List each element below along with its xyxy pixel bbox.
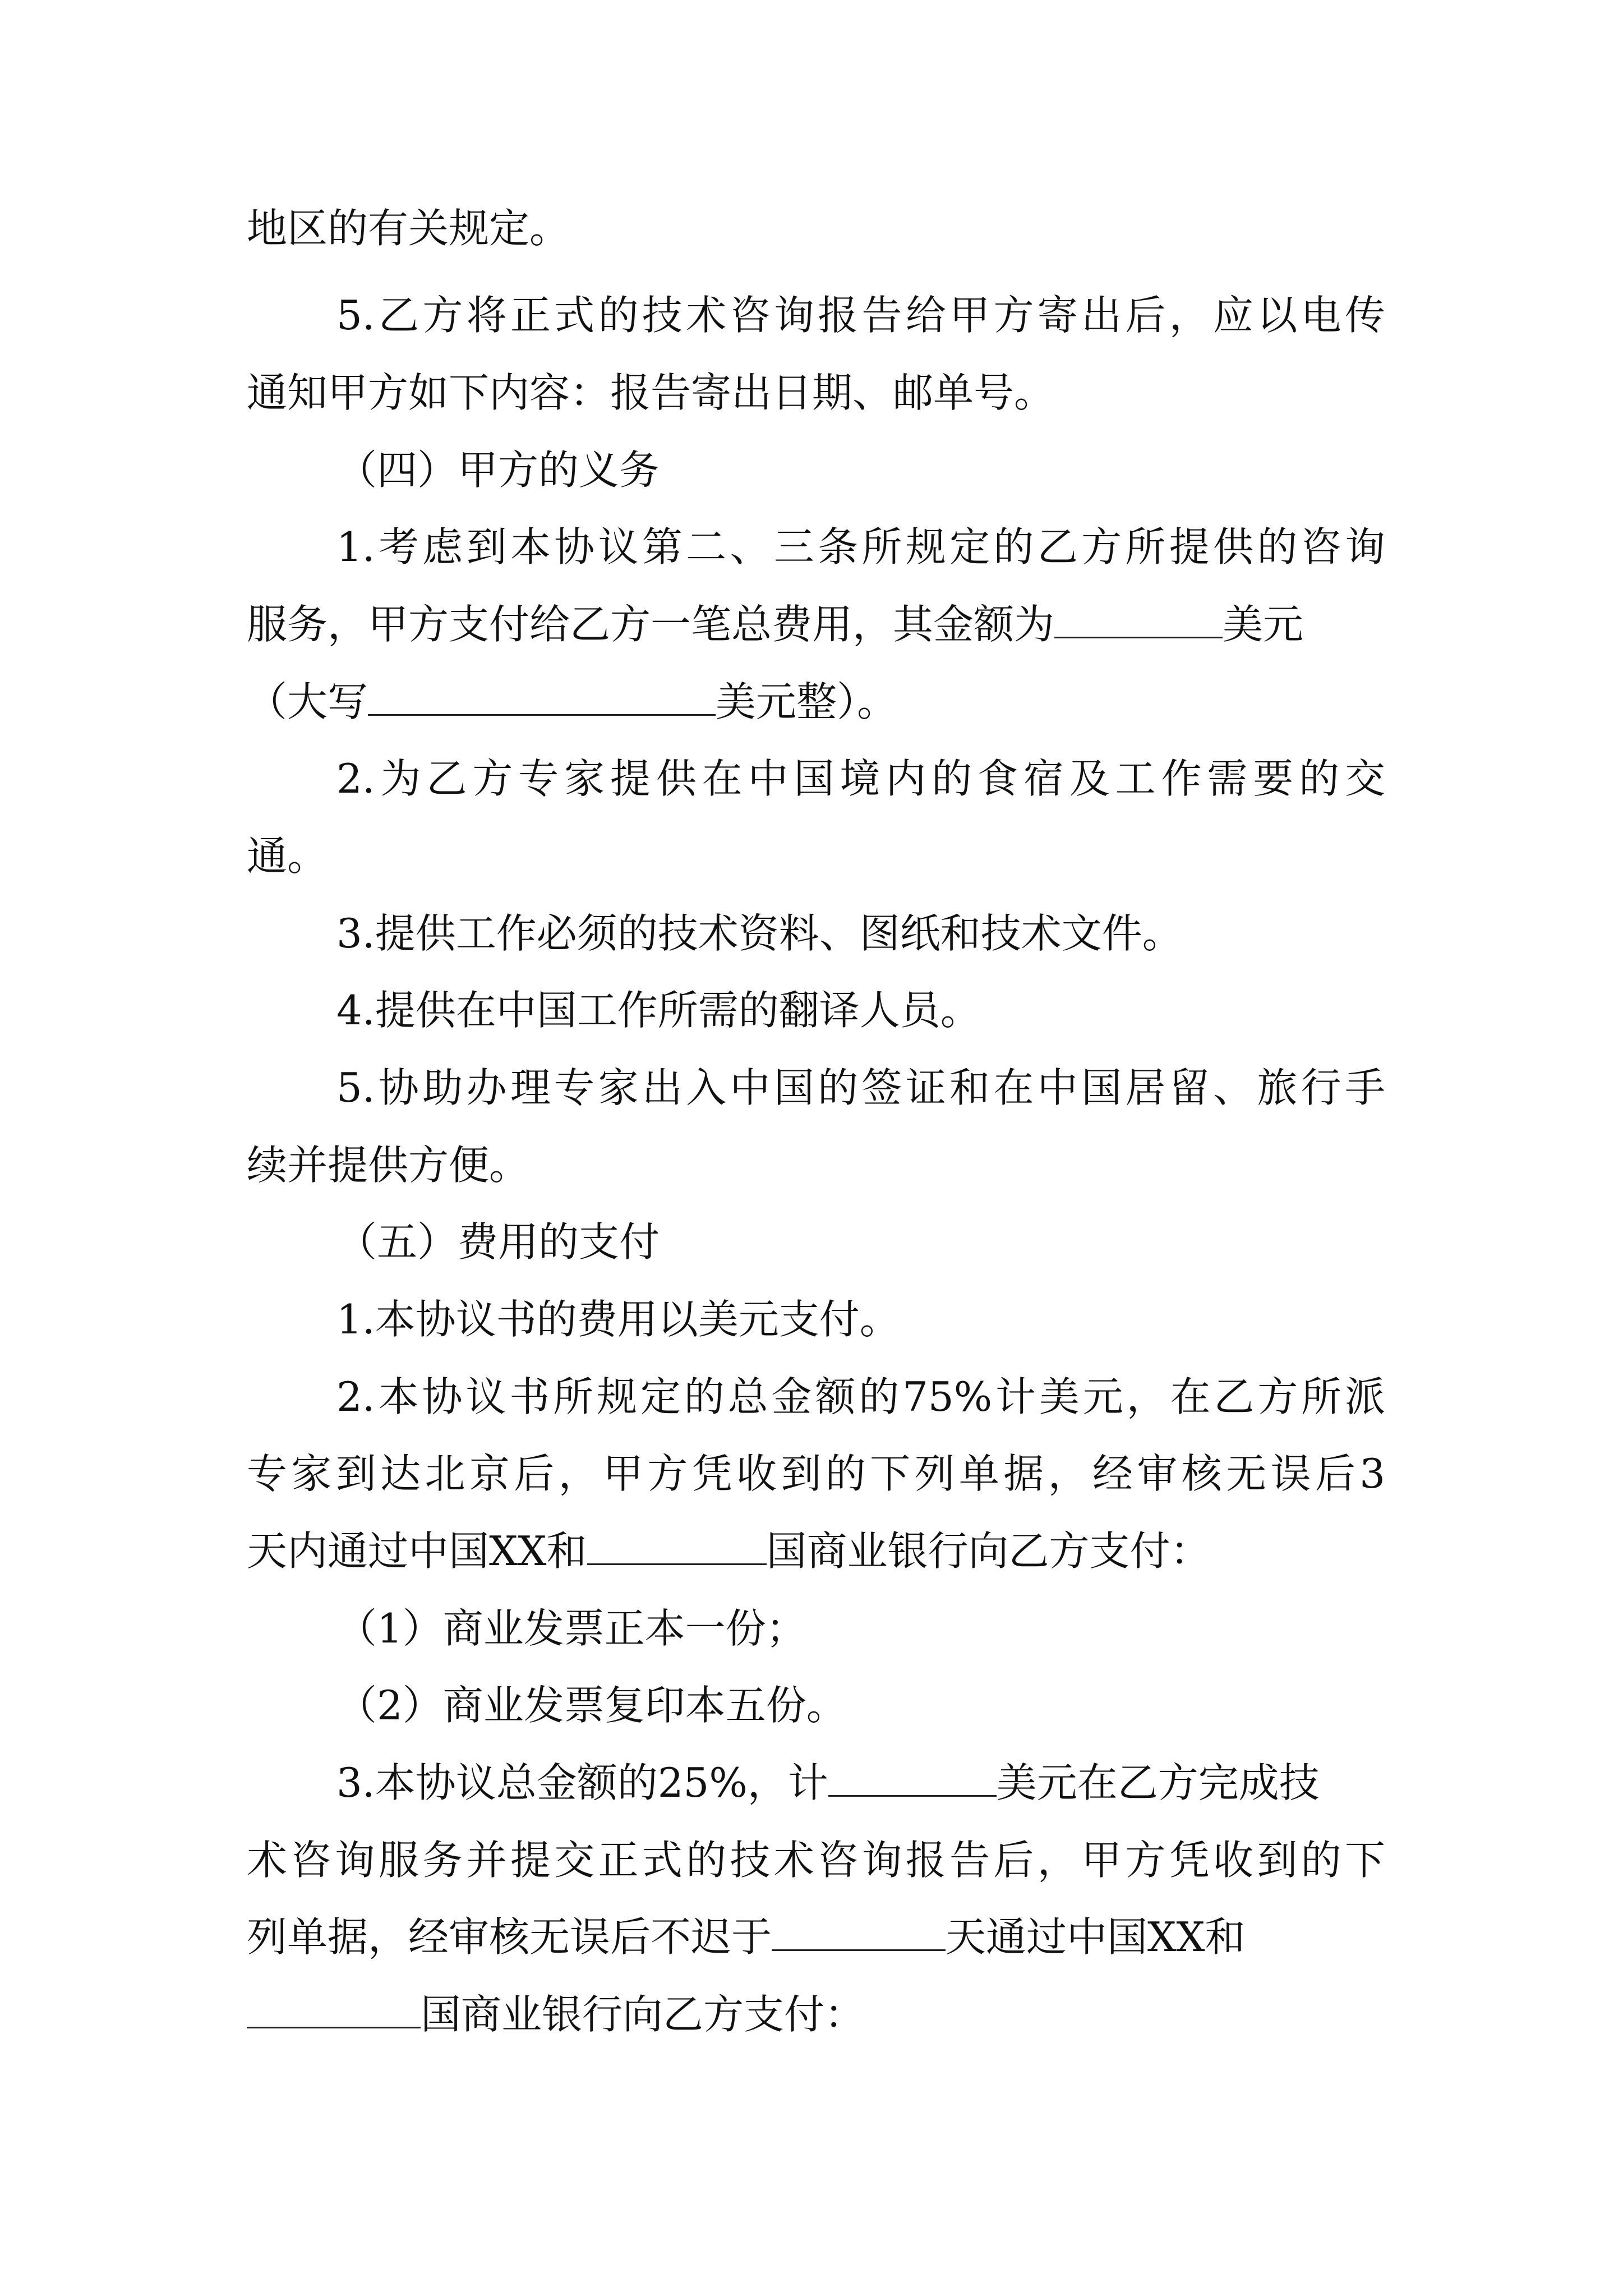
text-line [247, 1906, 1385, 1968]
text-line: 5.协助办理专家出入中国的签证和在中国居留、旅行手 [336, 1064, 1385, 1111]
text-line: 专家到达北京后，甲方凭收到的下列单据，经审核无误后3 [247, 1450, 1385, 1497]
text-line: 3.提供工作必须的技术资料、图纸和技术文件。 [336, 910, 1183, 957]
text-segment: （大写 [247, 678, 368, 725]
text-segment: 天内通过中国XX和 [247, 1527, 587, 1575]
text-segment: 国商业银行向乙方支付： [766, 1527, 1211, 1575]
text-line: 2.为乙方专家提供在中国境内的食宿及工作需要的交 [336, 755, 1385, 802]
text-line [247, 593, 1385, 655]
text-line: （1）商业发票正本一份； [336, 1605, 806, 1652]
fill-in-blank [587, 1527, 767, 1565]
fill-in-blank [247, 1991, 421, 2028]
text-line: 4.提供在中国工作所需的翻译人员。 [336, 987, 981, 1034]
fill-in-blank [1054, 601, 1223, 638]
fill-in-blank [828, 1759, 997, 1797]
text-line: 1.本协议书的费用以美元支付。 [336, 1296, 900, 1343]
fill-in-blank [772, 1913, 946, 1951]
text-line [336, 1752, 1385, 1814]
text-line [247, 1520, 1385, 1582]
text-line [247, 1984, 1385, 2045]
text-line: 5.乙方将正式的技术咨询报告给甲方寄出后，应以电传 [336, 292, 1385, 339]
text-line: 2.本协议书所规定的总金额的75%计美元，在乙方所派 [336, 1373, 1385, 1420]
text-line: 地区的有关规定。 [247, 205, 570, 252]
text-segment: 天通过中国XX和 [946, 1913, 1246, 1961]
text-line: 续并提供方便。 [247, 1142, 530, 1189]
text-line: （2）商业发票复印本五份。 [336, 1682, 847, 1729]
text-segment: 美元整）。 [716, 678, 898, 725]
text-line: 术咨询服务并提交正式的技术咨询报告后，甲方凭收到的下 [247, 1837, 1385, 1884]
section-heading: （四）甲方的义务 [336, 447, 660, 494]
text-line [247, 671, 1385, 733]
text-segment: 列单据，经审核无误后不迟于 [247, 1913, 772, 1961]
text-segment: 美元在乙方完成技 [996, 1759, 1320, 1806]
text-segment: 国商业银行向乙方支付： [421, 1991, 865, 2038]
section-heading: （五）费用的支付 [336, 1218, 660, 1266]
text-segment: 服务，甲方支付给乙方一笔总费用，其金额为 [247, 601, 1055, 648]
text-segment: 3.本协议总金额的25%，计 [336, 1759, 828, 1806]
text-segment: 美元 [1223, 601, 1304, 648]
text-line: 1.考虑到本协议第二、三条所规定的乙方所提供的咨询 [336, 523, 1385, 570]
text-line: 通。 [247, 832, 328, 880]
fill-in-blank [368, 678, 716, 716]
text-line: 通知甲方如下内容：报告寄出日期、邮单号。 [247, 369, 1055, 416]
